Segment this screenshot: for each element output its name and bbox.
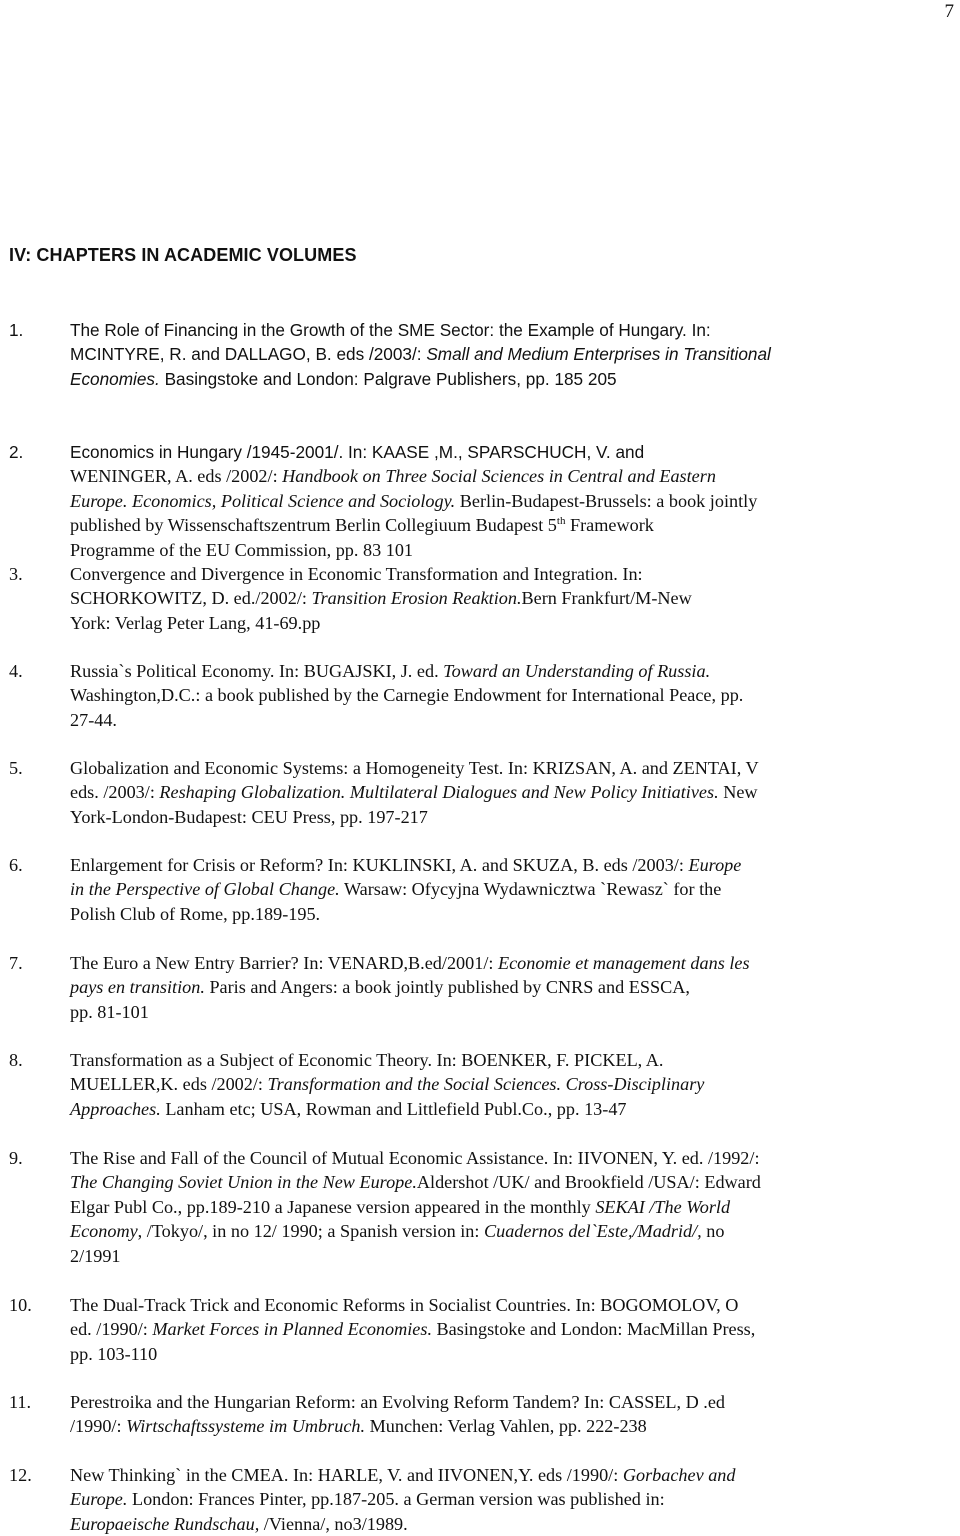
citation-text: Washington,D.C.: a book published by the Carnegie Endowment for International Peace, pp. [70, 685, 744, 706]
citation-text: Convergence and Divergence in Economic Transformation and Integration. In: [70, 564, 643, 584]
entry-citation [70, 1048, 890, 1121]
citation-line [70, 1146, 890, 1170]
citation-text: Economics in Hungary /1945-2001/. In: KAASE ,M., SPARSCHUCH, V. and [70, 442, 645, 462]
citation-text: New [718, 782, 758, 803]
italic-title-text: in the Perspective of Global Change. [70, 879, 340, 900]
entry-number: 10. [9, 1295, 32, 1315]
citation-text: Lanham etc; USA, Rowman and Littlefield Publ.Co., pp. 13-47 [160, 1098, 627, 1119]
citation-line [70, 513, 890, 537]
italic-title-text: pays en transition. [70, 977, 205, 998]
citation-text: no [701, 1221, 725, 1242]
citation-text: th [556, 515, 566, 528]
citation-line [70, 951, 890, 975]
citation-text: Warsaw: Ofycyjna Wydawniczt [339, 879, 575, 900]
citation-text: eds. /2003/: [70, 782, 160, 803]
citation-line [70, 1342, 890, 1366]
italic-title-text: Transition Erosion Reaktion. [311, 588, 522, 609]
citation-text: /Vienna/, no3/1989. [259, 1513, 408, 1534]
italic-title-text: Economy [70, 1221, 138, 1242]
citation-line [70, 805, 890, 829]
citation-line [70, 1048, 890, 1072]
italic-title-text: Market Forces in Planned Economies. [152, 1319, 432, 1340]
entry-citation [70, 659, 890, 732]
citation-line [70, 440, 890, 464]
citation-text: 2/1991 [70, 1245, 121, 1266]
italic-title-text: Europe. [70, 1489, 128, 1510]
entry-number: 1. [9, 320, 24, 340]
citation-text: Munchen: Verlag Vahlen, pp. 222-238 [365, 1416, 647, 1437]
citation-line [70, 464, 890, 488]
entry-number: 4. [9, 661, 23, 681]
italic-title-text: SEKAI /The World [595, 1196, 731, 1217]
citation-text: MUELLER,K. eds /2002/: [70, 1074, 268, 1095]
citation-line [70, 342, 890, 366]
citation-line [70, 902, 890, 926]
italic-title-text: Economie et management dans les [497, 953, 750, 973]
citation-text: pp. 81-101 [70, 1001, 149, 1022]
italic-title-text: Toward an Understanding of Russia. [443, 661, 711, 681]
citation-line [70, 1000, 890, 1024]
citation-text: The Rise and Fall of the Council of Mutual Economic Assistance. In: IIVONEN, Y. ed. /1992/: [70, 1148, 760, 1168]
entry-citation [70, 1463, 890, 1536]
citation-text: Paris and Angers: a book jointly published by CNRS and ESSCA, [204, 977, 690, 998]
citation-line [70, 538, 890, 562]
citation-text: ed. /1990/: [70, 1319, 153, 1340]
citation-text: Elgar Publ Co., pp.189-210 a Japanese version appeared in the monthly [70, 1196, 596, 1217]
citation-line [70, 586, 890, 610]
citation-line [70, 853, 890, 877]
entry-citation [70, 853, 890, 926]
citation-text: York-London-Budapest: CEU Press, pp. 197-217 [70, 806, 428, 827]
italic-title-text: Small and Medium Enterprises in Transitional [426, 344, 771, 365]
italic-title-text: Cuadernos del`Este,/Madrid/, [483, 1221, 702, 1242]
italic-title-text: Gorbachev and [622, 1465, 736, 1485]
citation-line [70, 756, 890, 780]
citation-text: Enlargement for Crisis or Reform? In: KUKLINSKI, A. and SKUZA, B. eds /2003/: [70, 855, 689, 875]
citation-line [70, 489, 890, 513]
entry-citation [70, 562, 890, 635]
citation-line [70, 780, 890, 804]
citation-text: MCINTYRE, R. and DALLAGO, B. eds /2003/: [70, 344, 427, 365]
citation-line [70, 975, 890, 999]
entry-number: 8. [9, 1050, 23, 1070]
citation-text: New Thinking` in the CMEA. In: HARLE, V. and IIVONEN,Y. eds /1990/: [70, 1465, 623, 1485]
citation-line [70, 367, 890, 391]
citation-line [70, 683, 890, 707]
citation-line [70, 562, 890, 586]
citation-text: Perestroika and the Hungarian Reform: an Evolving Reform Tandem? In: CASSEL, D .ed [70, 1392, 726, 1412]
citation-text: 27-44. [70, 709, 117, 730]
citation-line [70, 318, 890, 342]
italic-title-text: Transformation and the Social Sciences. Cross-Disciplinary [267, 1074, 705, 1095]
entry-citation [70, 756, 890, 829]
citation-text: London: Frances Pinter, pp.187-205. a German version was published in: [127, 1489, 665, 1510]
italic-title-text: Europaeische Rundschau, [70, 1513, 260, 1534]
entry-number: 11. [9, 1392, 32, 1412]
citation-line [70, 1170, 890, 1194]
entry-number: 7. [9, 953, 23, 973]
citation-text: Framework [565, 515, 654, 536]
entry-number: 5. [9, 758, 23, 778]
entry-citation [70, 1293, 890, 1366]
citation-line [70, 1293, 890, 1317]
citation-text: Programme of the EU Commission, pp. 83 101 [70, 539, 414, 560]
citation-text: /1990/: [70, 1416, 127, 1437]
citation-text: The Euro a New Entry Barrier? In: VENARD,B.ed/2001/: [70, 953, 498, 973]
citation-text: Bern Frankfurt/M-New [521, 588, 692, 609]
entry-citation [70, 951, 890, 1024]
page-number: 7 [944, 1, 954, 22]
citation-line [70, 611, 890, 635]
citation-text: The Role of Financing in the Growth of the SME Sector: the Example of Hungary. In: [70, 320, 711, 340]
entry-number: 2. [9, 442, 24, 462]
citation-text: Globalization and Economic Systems: a Homogeneity Test. In: KRIZSAN, A. and ZENTAI, V [70, 758, 759, 778]
citation-text: Berlin-Budapest-Brussels: a book jointly [455, 490, 758, 511]
italic-title-text: Reshaping Globalization. Multilateral Dialogues and New Policy Initiatives. [159, 782, 719, 803]
citation-line [70, 1512, 890, 1536]
italic-title-text: The Changing Soviet Union in the New Europe. [70, 1172, 417, 1193]
citation-text: pp. 103-110 [70, 1343, 158, 1364]
entry-citation [70, 440, 890, 562]
entry-citation [70, 1390, 890, 1439]
citation-text: WENINGER, A. eds /2002/: [70, 466, 283, 487]
entry-number: 6. [9, 855, 23, 875]
section-heading: IV: CHAPTERS IN ACADEMIC VOLUMES [9, 245, 357, 265]
citation-line [70, 1463, 890, 1487]
citation-text: Basingstoke and London: Palgrave Publishers, pp. 185 205 [159, 368, 617, 389]
citation-text: Transformation as a Subject of Economic Theory. In: BOENKER, F. PICKEL, A. [70, 1050, 664, 1070]
citation-line [70, 1219, 890, 1243]
citation-text: SCHORKOWITZ, D. ed./2002/: [70, 588, 312, 609]
italic-title-text: Economies. [70, 368, 160, 389]
citation-line [70, 659, 890, 683]
citation-text: Russia`s Political Economy. In: BUGAJSKI, J. ed. [70, 661, 444, 681]
citation-line [70, 1390, 890, 1414]
italic-title-text: Wirtschaftssysteme im Umbruch. [126, 1416, 366, 1437]
entry-citation [70, 1146, 890, 1268]
citation-line [70, 1244, 890, 1268]
italic-title-text: Approaches. [70, 1098, 161, 1119]
entry-number: 3. [9, 564, 23, 584]
citation-text: Polish Club of Rome, pp.189-195. [70, 903, 321, 924]
citation-line [70, 1487, 890, 1511]
citation-line [70, 708, 890, 732]
citation-text: The Dual-Track Trick and Economic Reforms in Socialist Countries. In: BOGOMOLOV, O [70, 1295, 739, 1315]
citation-line [70, 1072, 890, 1096]
citation-line [70, 877, 890, 901]
citation-text: , /Tokyo/, in no 12/ 1990; a Spanish version in: [137, 1221, 484, 1242]
entry-number: 9. [9, 1148, 23, 1168]
citation-line [70, 1317, 890, 1341]
citation-line [70, 1195, 890, 1219]
citation-text: Basingstoke and London: MacMillan Press, [432, 1319, 756, 1340]
citation-text: York: Verlag Peter Lang, 41-69.pp [70, 612, 321, 633]
italic-title-text: Europe. Economics, Political Science and Sociology. [70, 490, 456, 511]
citation-text: published by Wissenschaftszentrum Berlin Collegiuum Budapest 5 [70, 515, 557, 536]
italic-title-text: Handbook on Three Social Sciences in Central and Eastern [282, 466, 716, 487]
entry-number: 12. [9, 1465, 32, 1485]
entry-citation [70, 318, 890, 391]
citation-text: wa `Rewasz` for the [574, 879, 722, 900]
citation-line [70, 1414, 890, 1438]
citation-text: Aldershot /UK/ and Brookfield /USA/: Edward [416, 1172, 761, 1193]
italic-title-text: Europe [688, 855, 742, 875]
citation-line [70, 1097, 890, 1121]
